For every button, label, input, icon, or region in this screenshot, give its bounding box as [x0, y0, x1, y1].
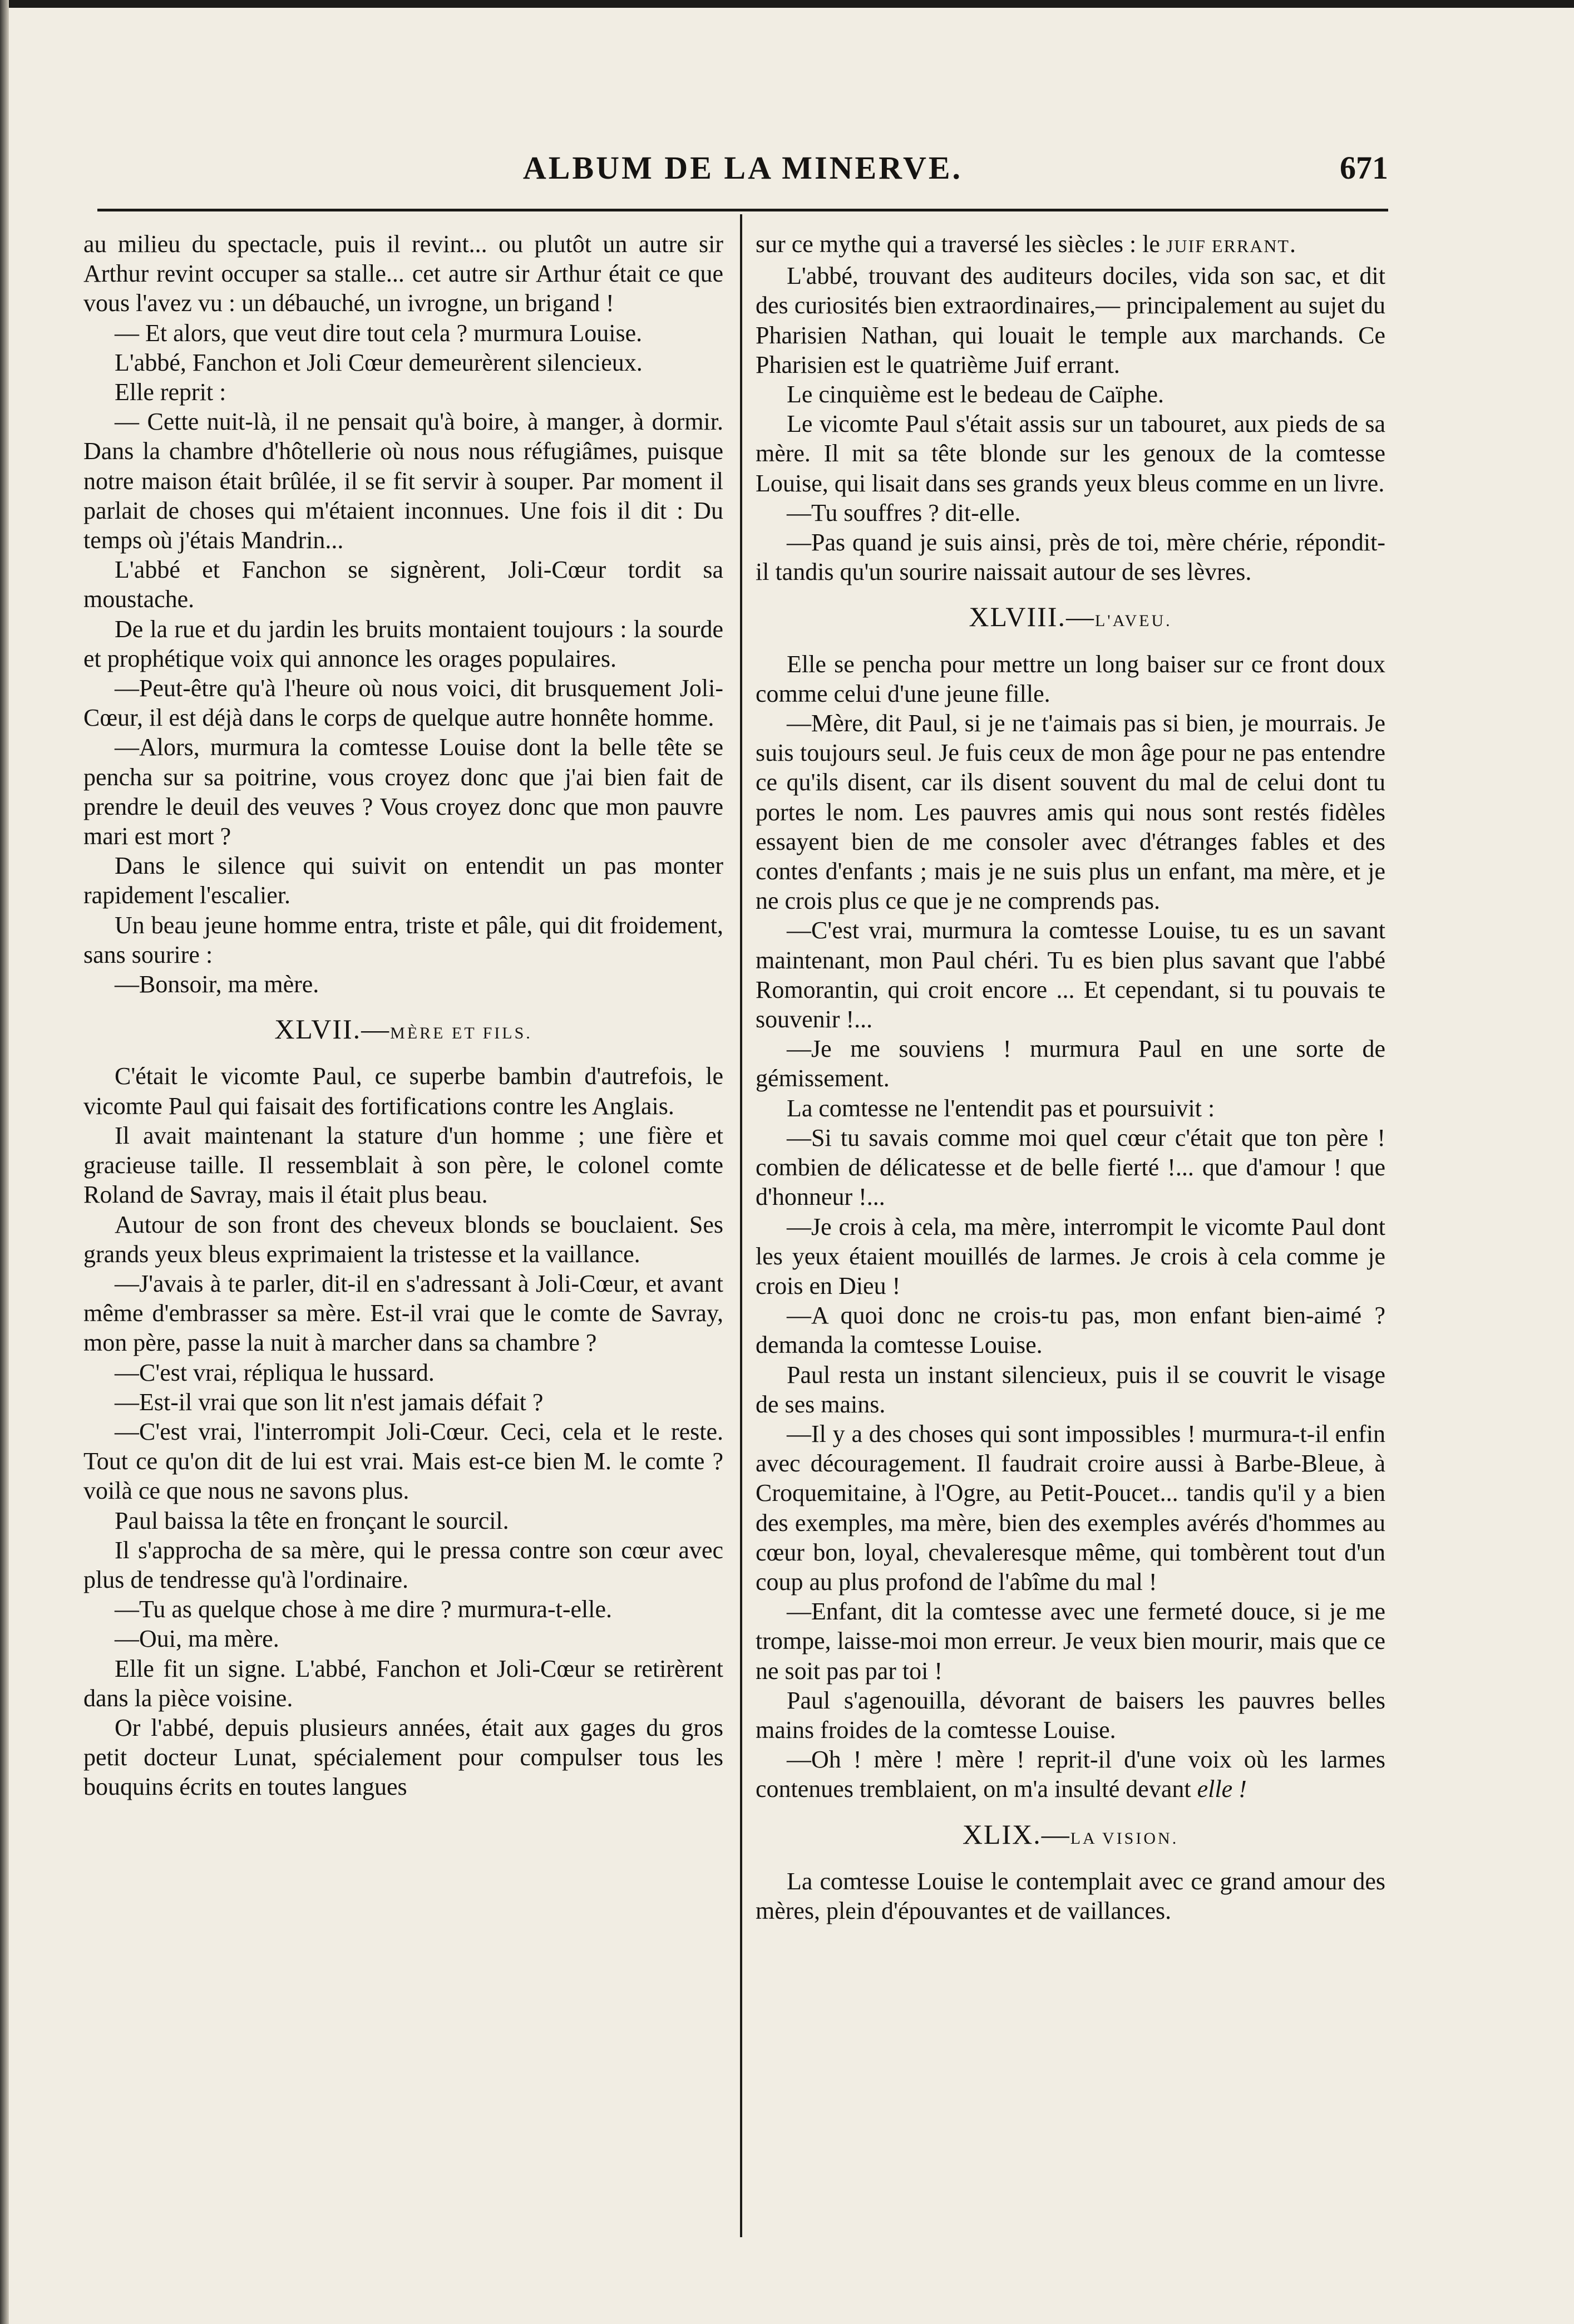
paragraph: Le vicomte Paul s'était assis sur un tabouret, aux pieds de sa mère. Il mit sa tête blonde sur les genoux de la comtesse Louise, qui lisait dans ses grands yeux bleus comme en un livre.: [756, 410, 1385, 497]
italic-text: elle !: [1197, 1775, 1247, 1803]
chapter-title: MÈRE ET FILS.: [390, 1024, 532, 1043]
chapter-numeral: XLIX.—: [962, 1818, 1070, 1850]
chapter-numeral: XLVII.—: [274, 1013, 391, 1045]
paragraph: [756, 229, 1385, 261]
chapter-heading-xlvii: [83, 1015, 723, 1048]
chapter-heading-xlviii: [756, 602, 1385, 636]
paragraph: Paul s'agenouilla, dévorant de baisers les pauvres belles mains froides de la comtesse Louise.: [756, 1686, 1385, 1744]
paragraph: C'était le vicomte Paul, ce superbe bambin d'autrefois, le vicomte Paul qui faisait des fortifications contre les Anglais.: [83, 1062, 723, 1120]
paragraph: —A quoi donc ne crois-tu pas, mon enfant bien-aimé ? demanda la comtesse Louise.: [756, 1302, 1385, 1359]
scan-top-border: [0, 0, 1574, 8]
paragraph: Paul baissa la tête en fronçant le sourcil.: [115, 1506, 509, 1534]
paragraph: —Enfant, dit la comtesse avec une fermeté douce, si je me trompe, laisse-moi mon erreur. Je veux bien mourir, mais que ce ne soit pas par toi !: [756, 1598, 1385, 1685]
paragraph: — Et alors, que veut dire tout cela ? murmura Louise.: [115, 319, 643, 347]
paragraph: Autour de son front des cheveux blonds se bouclaient. Ses grands yeux bleus exprimaient la tristesse et la vaillance.: [83, 1210, 723, 1268]
paragraph-text: .: [1289, 230, 1296, 258]
scan-left-edge: [0, 0, 9, 2324]
paragraph: Un beau jeune homme entra, triste et pâle, qui dit froidement, sans sourire :: [83, 911, 723, 968]
left-column: [83, 229, 723, 2227]
paragraph: Elle reprit :: [115, 378, 226, 406]
paragraph: —Si tu savais comme moi quel cœur c'était que ton père ! combien de délicatesse et de belle fierté !... que d'amour ! que d'honneur !...: [756, 1124, 1385, 1211]
paragraph: —Peut-être qu'à l'heure où nous voici, dit brusquement Joli-Cœur, il est déjà dans le corps de quelque autre honnête homme.: [83, 674, 723, 732]
paragraph: —C'est vrai, murmura la comtesse Louise, tu es un savant maintenant, mon Paul chéri. Tu es bien plus savant que l'abbé Romorantin, qui croit encore ... Et cependant, si tu pouvais te souvenir !...: [756, 917, 1385, 1033]
chapter-title: L'AVEU.: [1094, 612, 1172, 631]
paragraph: —Il y a des choses qui sont impossibles ! murmura-t-il enfin avec découragement. Il faudrait croire aussi à Barbe-Bleue, à Croquemitaine, à l'Ogre, au Petit-Poucet... tandis qu'il y a bien des exemples, ma mère, bien des exemples avérés d'hommes au cœur bon, loyal, chevaleresque même, qui tombèrent tout d'un coup au plus profond de l'abîme du mal !: [756, 1420, 1385, 1596]
chapter-heading-xlix: [756, 1820, 1385, 1853]
paragraph: —Est-il vrai que son lit n'est jamais défait ?: [115, 1388, 544, 1416]
paragraph: Paul resta un instant silencieux, puis il se couvrit le visage de ses mains.: [756, 1361, 1385, 1418]
running-header: [97, 149, 1388, 194]
right-column: [756, 229, 1385, 2227]
paragraph: —J'avais à te parler, dit-il en s'adressant à Joli-Cœur, et avant même d'embrasser sa mère. Est-il vrai que le comte de Savray, mon père, passe la nuit à marcher dans sa chambre ?: [83, 1269, 723, 1357]
paragraph: Elle fit un signe. L'abbé, Fanchon et Joli-Cœur se retirèrent dans la pièce voisine.: [83, 1655, 723, 1712]
paragraph: —Je me souviens ! murmura Paul en une sorte de gémissement.: [756, 1035, 1385, 1092]
paragraph: —Alors, murmura la comtesse Louise dont la belle tête se pencha sur sa poitrine, vous croyez donc que j'ai bien fait de prendre le deuil des veuves ? Vous croyez donc que mon pauvre mari est mort ?: [83, 733, 723, 850]
paragraph-text: —Oh ! mère ! mère ! reprit-il d'une voix où les larmes contenues tremblaient, on m'a insulté devant: [756, 1746, 1385, 1803]
paragraph: De la rue et du jardin les bruits montaient toujours : la sourde et prophétique voix qui annonce les orages populaires.: [83, 615, 723, 672]
paragraph: La comtesse ne l'entendit pas et poursuivit :: [787, 1094, 1215, 1122]
paragraph: L'abbé et Fanchon se signèrent, Joli-Cœur tordit sa moustache.: [83, 556, 723, 613]
paragraph: —Bonsoir, ma mère.: [115, 971, 319, 998]
column-divider: [740, 214, 742, 2237]
paragraph: L'abbé, Fanchon et Joli Cœur demeurèrent silencieux.: [115, 348, 643, 376]
paragraph: — Cette nuit-là, il ne pensait qu'à boire, à manger, à dormir. Dans la chambre d'hôtellerie où nous nous réfugiâmes, puisque notre maison était brûlée, il se fit servir à souper. Par moment il parlait de choses qui m'étaient inconnues. Une fois il dit : Du temps où j'étais Mandrin...: [83, 408, 723, 554]
paragraph: Le cinquième est le bedeau de Caïphe.: [787, 381, 1165, 408]
paragraph: —Tu as quelque chose à me dire ? murmura-t-elle.: [115, 1596, 612, 1623]
header-rule: [97, 209, 1388, 211]
paragraph: —Pas quand je suis ainsi, près de toi, mère chérie, répondit-il tandis qu'un sourire naissait autour de ses lèvres.: [756, 529, 1385, 586]
paragraph: Dans le silence qui suivit on entendit un pas monter rapidement l'escalier.: [83, 852, 723, 909]
paragraph: [756, 1745, 1385, 1804]
paragraph-text: sur ce mythe qui a traversé les siècles : le: [756, 230, 1166, 258]
paragraph: L'abbé, trouvant des auditeurs dociles, vida son sac, et dit des curiosités bien extraordinaires,— principalement au sujet du Pharisien Nathan, qui louait le temple aux marchands. Ce Pharisien est le quatrième Juif errant.: [756, 262, 1385, 378]
page-number: 671: [1340, 150, 1388, 186]
paragraph: La comtesse Louise le contemplait avec ce grand amour des mères, plein d'épouvantes et de vaillances.: [756, 1867, 1385, 1924]
paragraph: Il s'approcha de sa mère, qui le pressa contre son cœur avec plus de tendresse qu'à l'ordinaire.: [83, 1536, 723, 1593]
paragraph: —Je crois à cela, ma mère, interrompit le vicomte Paul dont les yeux étaient mouillés de larmes. Je crois à cela comme je crois en Dieu !: [756, 1213, 1385, 1299]
paragraph: —C'est vrai, l'interrompit Joli-Cœur. Ceci, cela et le reste. Tout ce qu'on dit de lui est vrai. Mais est-ce bien M. le comte ? voilà ce que nous ne savons plus.: [83, 1417, 723, 1505]
paragraph: au milieu du spectacle, puis il revint... ou plutôt un autre sir Arthur revint occuper sa stalle... cet autre sir Arthur était ce que vous l'avez vu : un débauché, un ivrogne, un brigand !: [83, 230, 723, 317]
journal-title: ALBUM DE LA MINERVE.: [522, 150, 963, 186]
paragraph: Il avait maintenant la stature d'un homme ; une fière et gracieuse taille. Il ressemblait à son père, le colonel comte Roland de Savray, mais il était plus beau.: [83, 1121, 723, 1209]
paragraph: —Oui, ma mère.: [115, 1625, 279, 1653]
paragraph: —C'est vrai, répliqua le hussard.: [115, 1358, 435, 1386]
paragraph: Elle se pencha pour mettre un long baiser sur ce front doux comme celui d'une jeune fille.: [756, 650, 1385, 707]
paragraph: Or l'abbé, depuis plusieurs années, était aux gages du gros petit docteur Lunat, spécialement pour compulser tous les bouquins écrits en toutes langues: [83, 1714, 723, 1801]
chapter-numeral: XLVIII.—: [969, 601, 1095, 633]
chapter-title: LA VISION.: [1070, 1829, 1179, 1848]
paragraph: —Mère, dit Paul, si je ne t'aimais pas si bien, je mourrais. Je suis toujours seul. Je fuis ceux de mon âge pour ne pas entendre ce qu'ils disent, car ils disent souvent du mal de celui dont tu portes le nom. Les pauvres amis qui nous sont restés fidèles essayent bien de me consoler avec d'étranges fables et des contes d'enfants ; mais je ne suis plus un enfant, ma mère, et je ne crois plus ce que je ne comprends pas.: [756, 710, 1385, 915]
paragraph: —Tu souffres ? dit-elle.: [787, 499, 1021, 526]
small-caps-text: JUIF ERRANT: [1166, 236, 1290, 256]
